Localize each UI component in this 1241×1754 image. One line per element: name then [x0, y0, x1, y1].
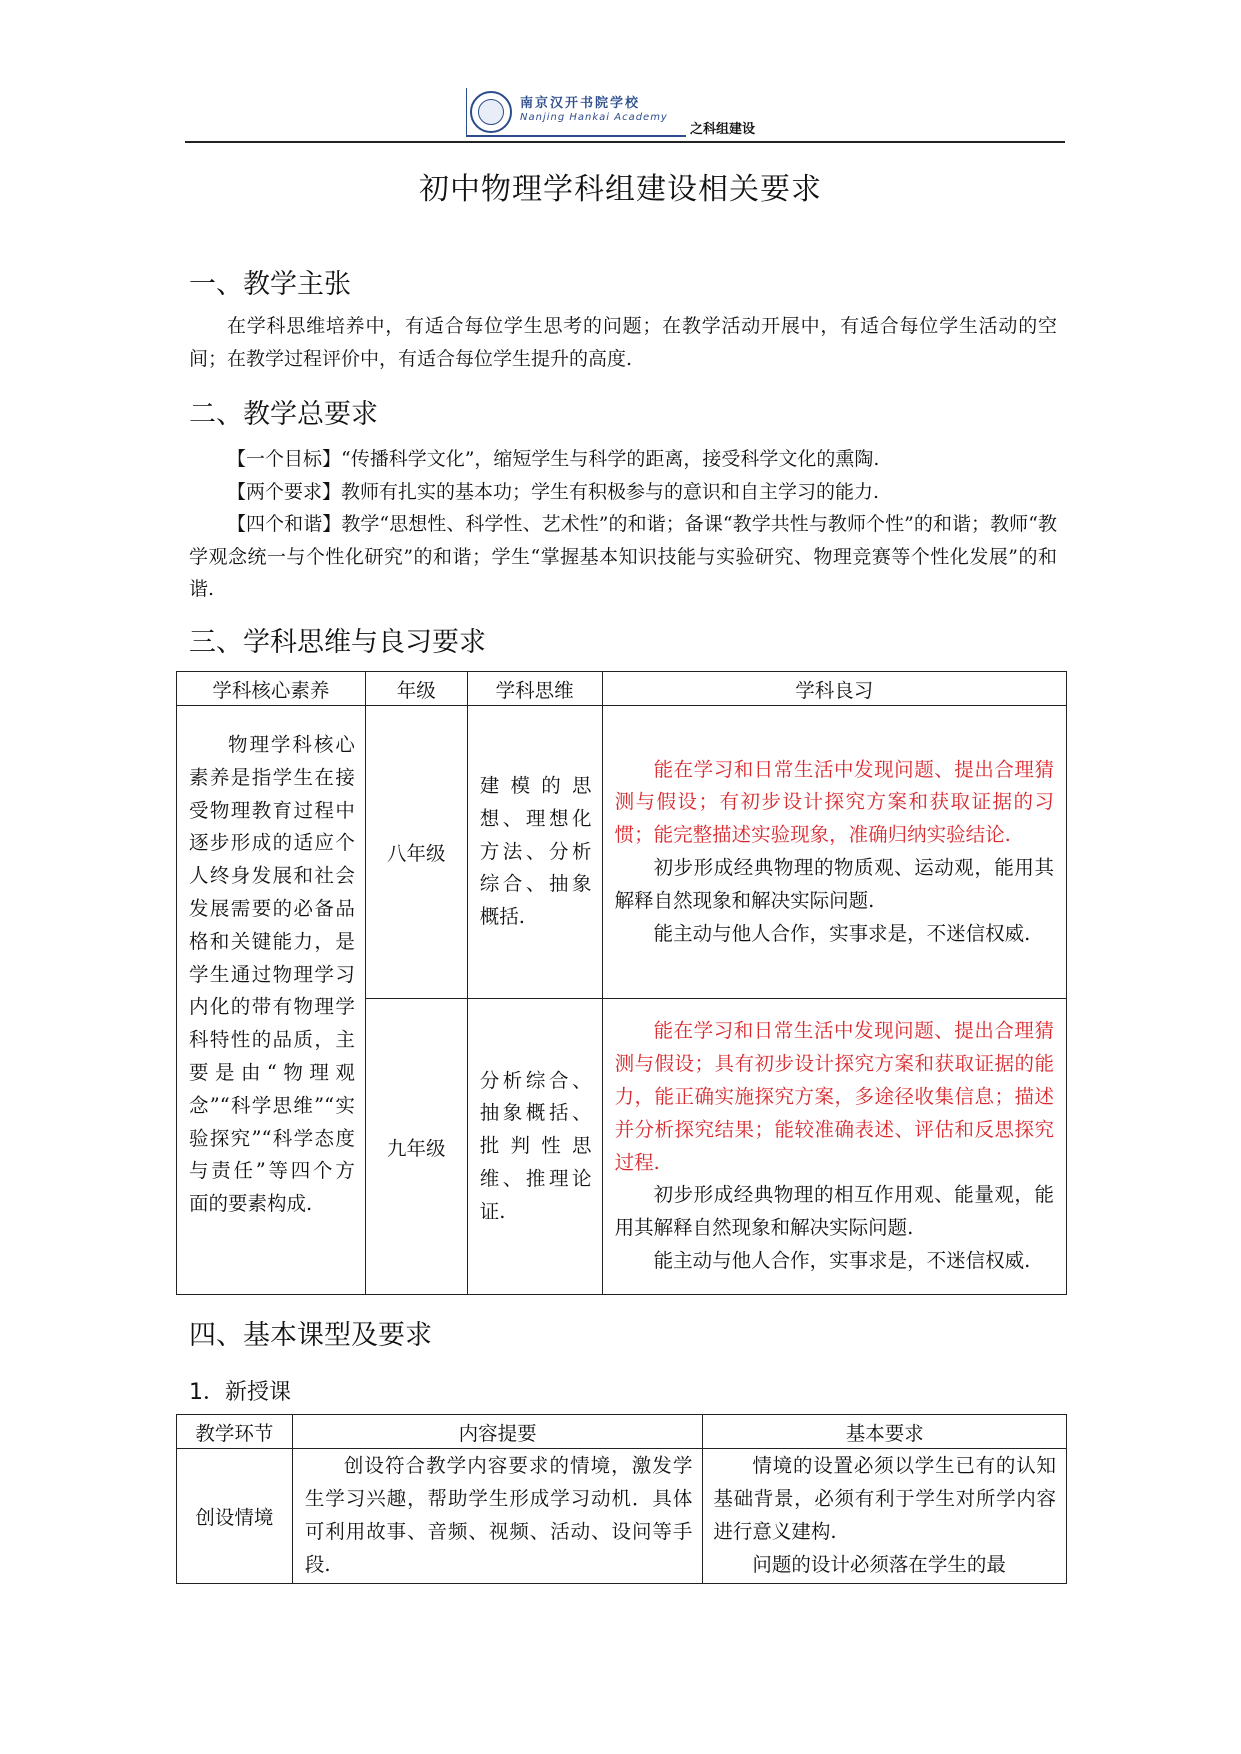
stage-cell: 创设情境	[177, 1449, 293, 1584]
habit-red-text: 能在学习和日常生活中发现问题、提出合理猜测与假设；具有初步设计探究方案和获取证据的能力，能正确实施探究方案，多途径收集信息；描述并分析探究结果；能较准确表述、评估和反思探究过程.	[614, 1019, 1054, 1174]
requirement-cell	[703, 1449, 1067, 1584]
habit-text: 初步形成经典物理的相互作用观、能量观，能用其解释自然现象和解决实际问题.	[614, 1183, 1054, 1240]
core-literacy-text: 物理学科核心素养是指学生在接受物理教育过程中逐步形成的适应个人终身发展和社会发展需要的必备品格和关键能力，是学生通过物理学习内化的带有物理学科特性的品质，主要是由“物理观念”“科学思维”“实验探究”“科学态度与责任”等四个方面的要素构成.	[189, 733, 355, 1216]
content-text: 创设符合教学内容要求的情境，激发学生学习兴趣，帮助学生形成学习动机．具体可利用故事、音频、视频、活动、设问等手段.	[304, 1454, 693, 1576]
table-header-cell: 学科核心素养	[177, 672, 366, 706]
lesson-table	[176, 1414, 1067, 1584]
table-header-cell: 学科良习	[602, 672, 1066, 706]
table-header-cell: 教学环节	[177, 1415, 293, 1449]
grade-cell: 九年级	[365, 999, 467, 1295]
table-header-cell: 内容提要	[292, 1415, 703, 1449]
habit-cell	[602, 999, 1066, 1295]
section2-item-harmony: 【四个和谐】教学“思想性、科学性、艺术性”的和谐；备课“教学共性与教师个性”的和谐；教师“教学观念统一与个性化研究”的和谐；学生“掌握基本知识技能与实验研究、物理竞赛等个性化发展”的和谐.	[189, 513, 1057, 600]
section2-heading: 二、教学总要求	[189, 399, 378, 430]
thinking-cell	[467, 706, 602, 999]
table-row	[177, 1449, 1067, 1584]
section2-paragraph	[189, 443, 1057, 606]
header-divider	[466, 88, 467, 136]
school-name-en: Nanjing Hankai Academy	[520, 112, 668, 123]
table-header-cell: 年级	[365, 672, 467, 706]
thinking-text: 分析综合、抽象概括、批判性思维、推理论证.	[479, 1068, 592, 1223]
school-seal-icon	[470, 91, 512, 133]
header-rule	[185, 141, 1065, 143]
habit-red-text: 能在学习和日常生活中发现问题、提出合理猜测与假设；有初步设计探究方案和获取证据的习惯；能完整描述实验现象，准确归纳实验结论.	[614, 757, 1054, 847]
section1-paragraph	[189, 310, 1057, 375]
table-header-cell: 基本要求	[703, 1415, 1067, 1449]
literacy-table	[176, 671, 1067, 1295]
section1-text: 在学科思维培养中，有适合每位学生思考的问题；在教学活动开展中，有适合每位学生活动的空间；在教学过程评价中，有适合每位学生提升的高度.	[189, 315, 1057, 370]
requirement-text: 问题的设计必须落在学生的最	[752, 1552, 1006, 1576]
header-subtitle: 之科组建设	[690, 122, 756, 137]
school-logo	[468, 88, 690, 136]
habit-text: 能主动与他人合作，实事求是，不迷信权威.	[653, 921, 1031, 945]
section2-item-requirements: 【两个要求】教师有扎实的基本功；学生有积极参与的意识和自主学习的能力.	[227, 480, 880, 503]
section3-heading: 三、学科思维与良习要求	[189, 627, 486, 658]
table-header-cell: 学科思维	[467, 672, 602, 706]
table-row	[177, 706, 1067, 999]
school-name-cn: 南京汉开书院学校	[520, 96, 641, 111]
table-header-row	[177, 672, 1067, 706]
section1-heading: 一、教学主张	[189, 269, 351, 300]
section4-subheading: 1．新授课	[189, 1380, 291, 1405]
table-header-row	[177, 1415, 1067, 1449]
section4-heading: 四、基本课型及要求	[189, 1320, 432, 1351]
grade-cell: 八年级	[365, 706, 467, 999]
section2-item-goal: 【一个目标】“传播科学文化”，缩短学生与科学的距离，接受科学文化的熏陶.	[227, 448, 880, 470]
core-literacy-cell	[177, 706, 366, 1295]
habit-text: 能主动与他人合作，实事求是，不迷信权威.	[653, 1248, 1031, 1272]
requirement-text: 情境的设置必须以学生已有的认知基础背景，必须有利于学生对所学内容进行意义建构.	[713, 1454, 1056, 1543]
habit-cell	[602, 706, 1066, 999]
thinking-text: 建模的思想、理想化方法、分析综合、抽象概括.	[479, 774, 592, 929]
header-blue-rule	[466, 135, 686, 137]
habit-text: 初步形成经典物理的物质观、运动观，能用其解释自然现象和解决实际问题.	[614, 856, 1054, 912]
page-title: 初中物理学科组建设相关要求	[419, 172, 822, 207]
thinking-cell	[467, 999, 602, 1295]
content-cell	[292, 1449, 703, 1584]
